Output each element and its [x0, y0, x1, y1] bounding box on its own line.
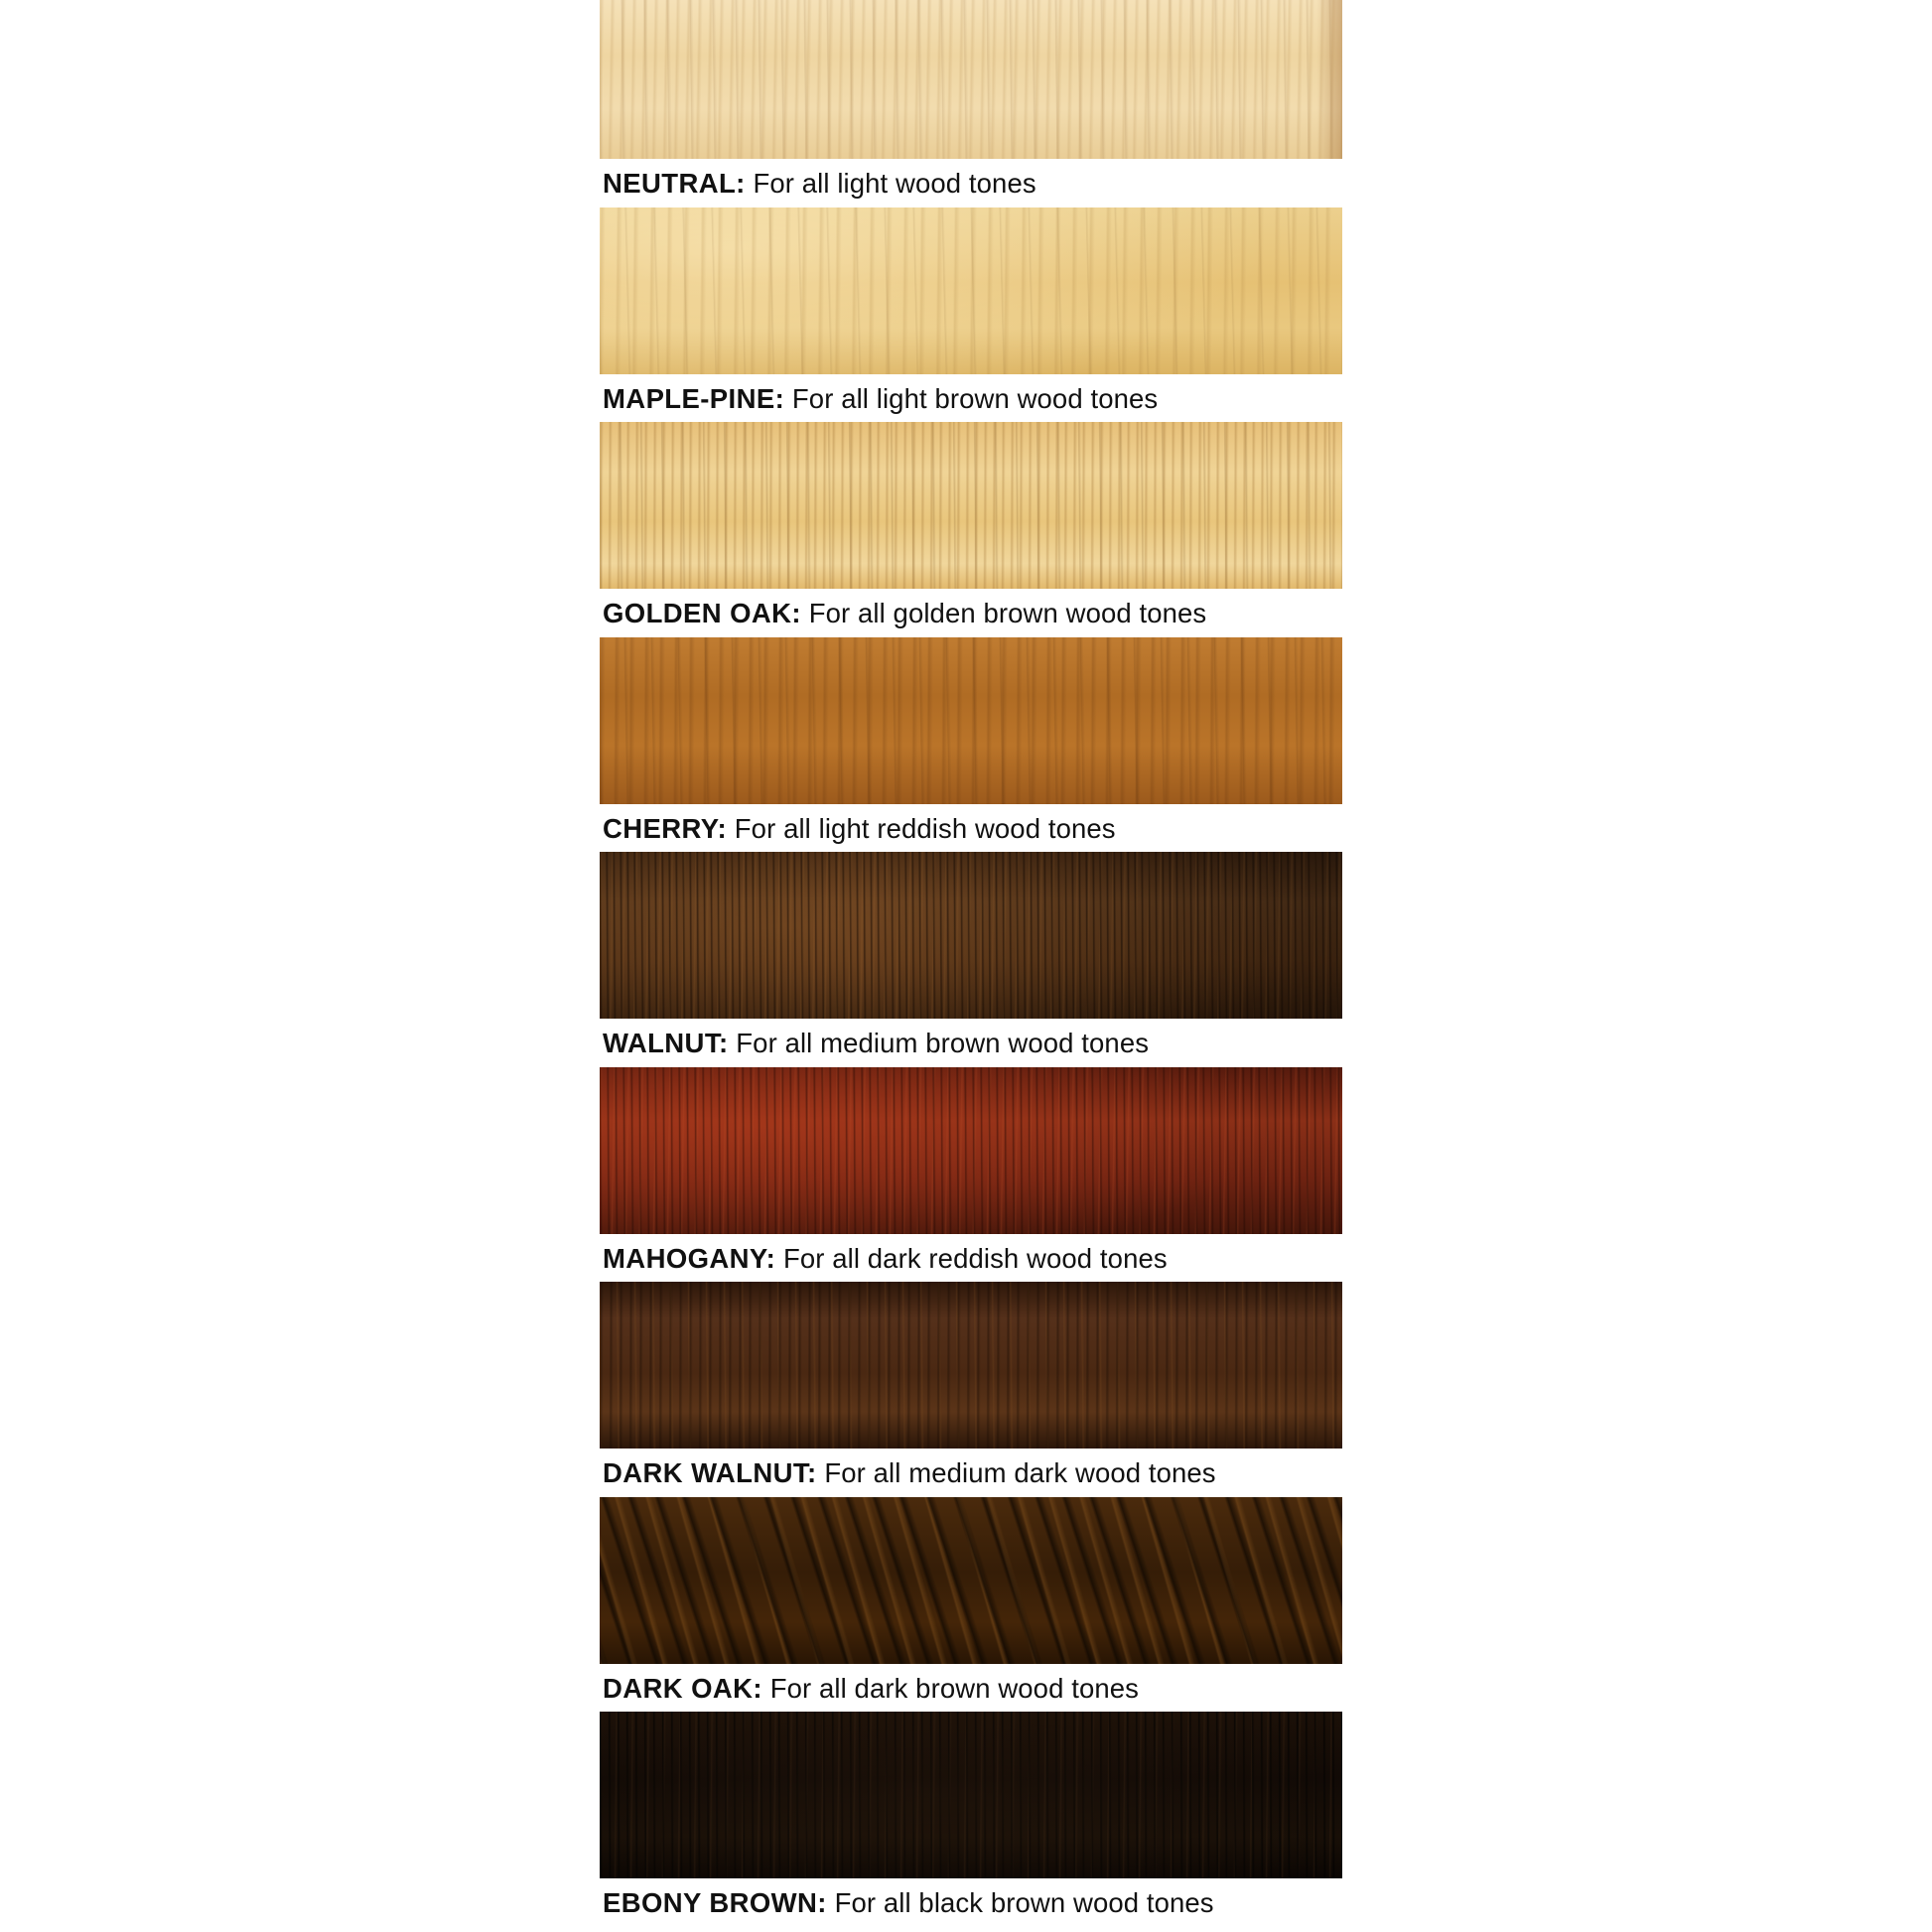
stain-swatch-list	[600, 0, 1342, 1927]
list-item	[600, 1712, 1342, 1927]
swatch-description: For all light wood tones	[753, 168, 1036, 199]
wood-swatch-icon	[600, 852, 1342, 1019]
wood-swatch-cherry	[600, 637, 1342, 804]
swatch-description: For all light reddish wood tones	[734, 812, 1116, 844]
swatch-name-label: DARK OAK:	[603, 1672, 762, 1704]
swatch-description: For all black brown wood tones	[834, 1887, 1214, 1918]
wood-swatch-icon	[600, 637, 1342, 804]
swatch-caption	[600, 1019, 1342, 1067]
swatch-caption	[600, 159, 1342, 207]
wood-swatch-dark-oak	[600, 1497, 1342, 1664]
swatch-description: For all medium brown wood tones	[736, 1028, 1150, 1058]
list-item	[600, 852, 1342, 1067]
list-item	[600, 1497, 1342, 1713]
wood-swatch-icon	[600, 1497, 1342, 1664]
wood-swatch-mahogany	[600, 1067, 1342, 1234]
wood-swatch-dark-walnut	[600, 1282, 1342, 1449]
swatch-name-label: CHERRY:	[603, 812, 728, 844]
swatch-caption	[600, 1234, 1342, 1283]
wood-swatch-neutral	[600, 0, 1342, 159]
wood-swatch-icon	[600, 207, 1342, 374]
list-item	[600, 207, 1342, 423]
swatch-caption	[600, 374, 1342, 423]
swatch-description: For all dark brown wood tones	[769, 1672, 1139, 1704]
swatch-name-label: EBONY BROWN:	[603, 1887, 827, 1918]
wood-swatch-maple-pine	[600, 207, 1342, 374]
swatch-name-label: NEUTRAL:	[603, 168, 746, 199]
swatch-description: For all golden brown wood tones	[808, 598, 1207, 628]
swatch-name-label: WALNUT:	[603, 1028, 729, 1058]
list-item	[600, 1282, 1342, 1497]
wood-swatch-walnut	[600, 852, 1342, 1019]
swatch-description: For all dark reddish wood tones	[782, 1242, 1168, 1274]
list-item	[600, 1067, 1342, 1283]
wood-swatch-icon	[600, 1282, 1342, 1449]
wood-swatch-icon	[600, 0, 1342, 159]
swatch-name-label: GOLDEN OAK:	[603, 598, 801, 628]
swatch-caption	[600, 1664, 1342, 1713]
swatch-name-label: MAPLE-PINE:	[603, 382, 785, 414]
swatch-description: For all light brown wood tones	[791, 382, 1159, 414]
swatch-caption	[600, 804, 1342, 853]
wood-swatch-icon	[600, 422, 1342, 589]
wood-swatch-ebony-brown	[600, 1712, 1342, 1878]
wood-swatch-icon	[600, 1067, 1342, 1234]
wood-swatch-icon	[600, 1712, 1342, 1878]
swatch-caption	[600, 1449, 1342, 1497]
swatch-name-label: MAHOGANY:	[603, 1242, 776, 1274]
swatch-description: For all medium dark wood tones	[824, 1457, 1216, 1488]
wood-swatch-golden-oak	[600, 422, 1342, 589]
swatch-caption	[600, 589, 1342, 637]
list-item	[600, 0, 1342, 207]
swatch-caption	[600, 1878, 1342, 1927]
swatch-name-label: DARK WALNUT:	[603, 1457, 817, 1488]
list-item	[600, 637, 1342, 853]
list-item	[600, 422, 1342, 637]
